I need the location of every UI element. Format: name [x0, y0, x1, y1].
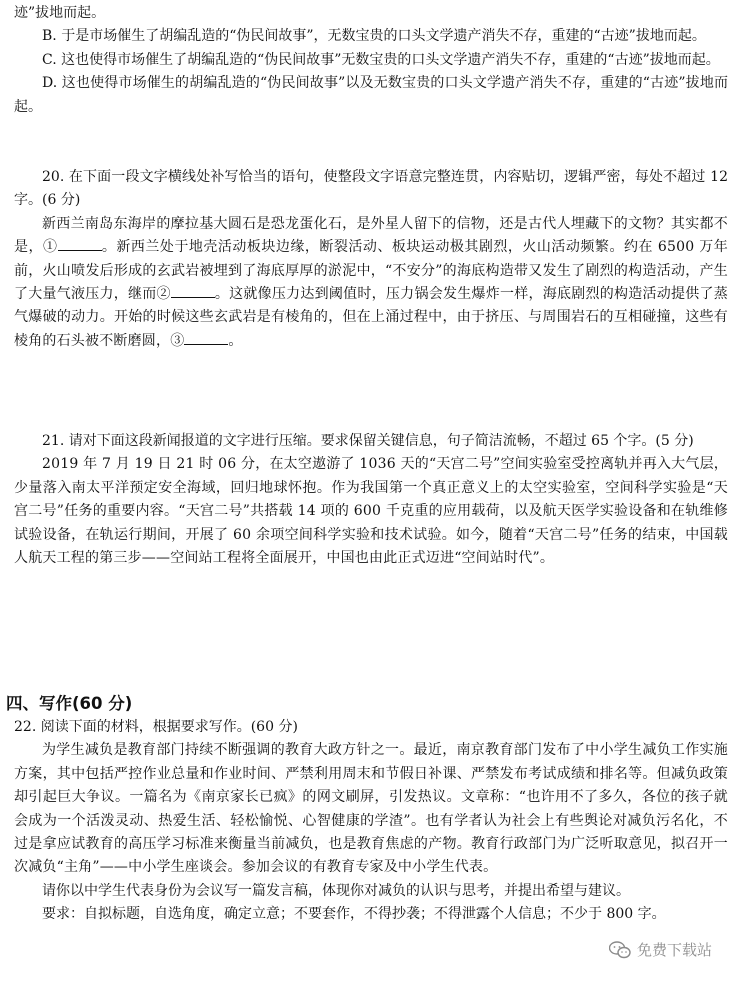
q20-blank-1[interactable]	[58, 236, 102, 251]
q21	[14, 430, 728, 570]
section-title-writing: 四、写作(60 分)	[6, 694, 133, 713]
q22-requirements: 要求：自拟标题，自选角度，确定立意；不要套作，不得抄袭；不得泄露个人信息；不少于 800 字。	[42, 906, 666, 923]
q19-option-c: C. 这也使得市场催生了胡编乱造的“伪民间故事”无数宝贵的口头文学遗产消失不存，重建的“古迹”拔地而起。	[42, 51, 720, 68]
q20-passage-part3: 。这就像压力达到阈值时，压力锅会发生爆炸一样，海底剧烈的构造活动提供了蒸气爆破的动力。开始的时候这些玄武岩是有棱角的，但在上涌过程中，由于挤压、与周围岩石的互相碰撞，这些有棱角的石头被不断磨圆，③	[14, 286, 728, 349]
q19-options	[14, 2, 728, 119]
watermark	[609, 939, 712, 960]
q22-stem: 22. 阅读下面的材料，根据要求写作。(60 分)	[14, 719, 298, 735]
q20-passage-part2: 。新西兰处于地壳活动板块边缘，断裂活动、板块运动极其剧烈，火山活动频繁。约在 6500 万年前，火山喷发后形成的玄武岩被埋到了海底厚厚的淤泥中，“不安分”的海底构造带又发生了剧烈的构造活动，产生了大量气液压力，继而②	[14, 239, 728, 303]
q22-task: 请你以中学生代表身份为会议写一篇发言稿，体现你对减负的认识与思考，并提出希望与建议。	[42, 882, 630, 899]
q22-material: 为学生减负是教育部门持续不断强调的教育大政方针之一。最近，南京教育部门发布了中小学生减负工作实施方案，其中包括严控作业总量和作业时间、严禁利用周末和节假日补课、严禁发布考试成绩和排名等。但减负政策却引起巨大争议。一篇名为《南京家长已疯》的网文刷屏，引发热议。文章称：“也许用不了多久，各位的孩子就会成为一个活泼灵动、热爱生活、轻松愉悦、心智健康的学渣”。也有学者认为社会上有些舆论对减负污名化，不过是拿应试教育的高压学习标准来衡量当前减负，也是教育焦虑的产物。教育行政部门为广泛听取意见，拟召开一次减负“主角”——中小学生座谈会。参加会议的有教育专家及中小学生代表。	[14, 742, 728, 876]
q20-stem: 20. 在下面一段文字横线处补写恰当的语句，使整段文字语意完整连贯，内容贴切，逻辑严密，每处不超过 12 字。(6 分)	[14, 169, 728, 209]
wechat-icon	[609, 941, 631, 959]
q22	[14, 716, 728, 927]
q20-passage-part4: 。	[228, 332, 243, 349]
q21-stem: 21. 请对下面这段新闻报道的文字进行压缩。要求保留关键信息，句子简洁流畅，不超过 65 个字。(5 分)	[42, 433, 694, 449]
watermark-text: 免费下载站	[636, 941, 712, 959]
q20-blank-3[interactable]	[184, 330, 228, 345]
q19-option-d: D. 这也使得市场催生的胡编乱造的“伪民间故事”以及无数宝贵的口头文学遗产消失不存，重建的“古迹”拔地而起。	[14, 75, 728, 115]
q19-option-a-tail: 迹”拔地而起。	[14, 5, 106, 21]
q20-blank-2[interactable]	[171, 283, 215, 298]
q20	[14, 166, 728, 353]
q20-passage-part1: 新西兰南岛东海岸的摩拉基大圆石是恐龙蛋化石，是外星人留下的信物，还是古代人埋藏下的文物？其实都不是，①	[14, 215, 728, 256]
q20-passage	[14, 213, 728, 353]
q19-option-b: B. 于是市场催生了胡编乱造的“伪民间故事”，无数宝贵的口头文学遗产消失不存，重建的“古迹”拔地而起。	[42, 28, 706, 45]
q21-news-text: 2019 年 7 月 19 日 21 时 06 分，在太空遨游了 1036 天的“天宫二号”空间实验室受控离轨并再入大气层，少量落入南太平洋预定安全海域，回归地球怀抱。作为我国第一个真正意义上的太空实验室，空间科学实验是“天宫二号”任务的重要内容。“天宫二号”共搭载 14 项的 600 千克重的应用载荷，以及航天医学实验设备和在轨维修试验设备，在轨运行期间，开展了 60 余项空间科学实验和技术试验。如今，随着“天宫二号”任务的结束，中国载人航天工程的第三步——空间站工程将全面展开，中国也由此正式迈进“空间站时代”。	[14, 456, 728, 567]
